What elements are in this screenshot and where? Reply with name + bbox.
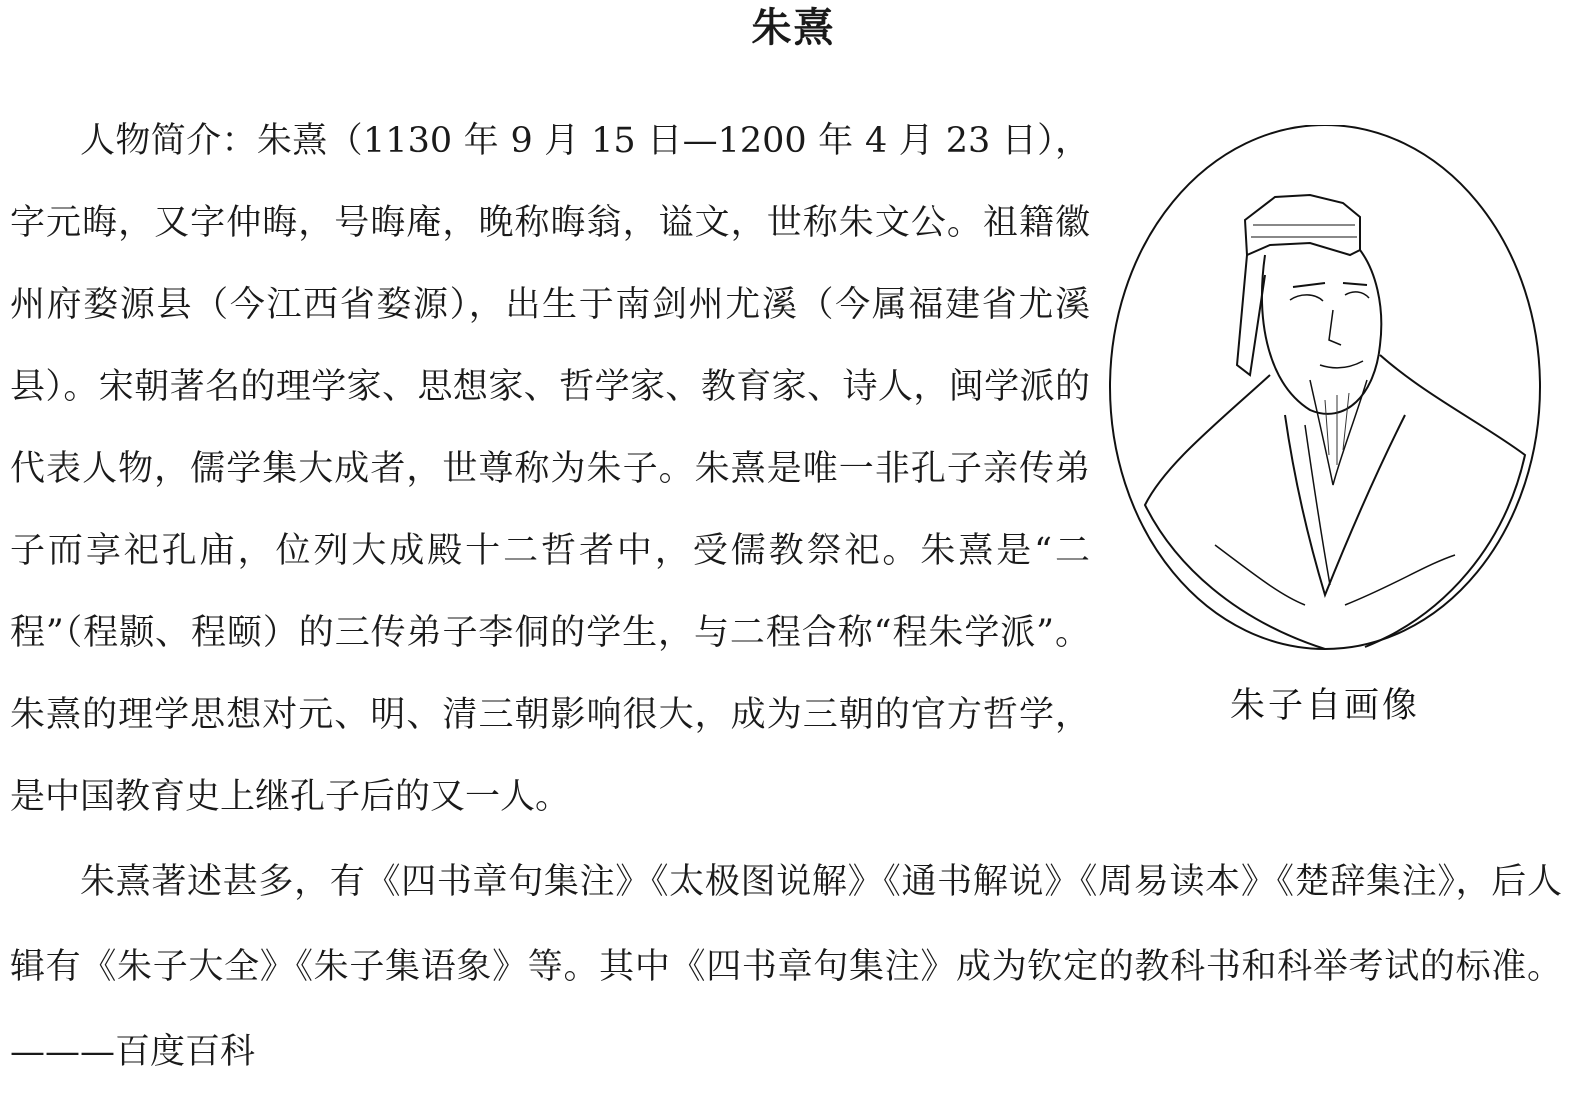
portrait-illustration-icon	[1105, 125, 1550, 655]
works-paragraph: 朱熹著述甚多，有《四书章句集注》《太极图说解》《通书解说》《周易读本》《楚辞集注》，后人辑有《朱子大全》《朱子集语象》等。其中《四书章句集注》成为钦定的教科书和科举考试的标准。———百度百科	[10, 862, 1562, 1072]
intro-paragraph: 人物简介：朱熹（1130 年 9 月 15 日—1200 年 4 月 23 日），字元晦，又字仲晦，号晦庵，晚称晦翁，谥文，世称朱文公。祖籍徽州府婺源县（今江西省婺源），出生于南剑州尤溪（今属福建省尤溪县）。宋朝著名的理学家、思想家、哲学家、教育家、诗人，闽学派的代表人物，儒学集大成者，世尊称为朱子。朱熹是唯一非孔子亲传弟子而享祀孔庙，位列大成殿十二哲者中，受儒教祭祀。朱熹是“二程”（程颢、程颐）的三传弟子李侗的学生，与二程合称“程朱学派”。朱熹的理学思想对元、明、清三朝影响很大，成为三朝的官方哲学，是中国教育史上继孔子后的又一人。	[10, 121, 1090, 817]
portrait-caption: 朱子自画像	[1229, 686, 1420, 726]
page-title: 朱熹	[751, 5, 836, 51]
portrait-image	[1105, 125, 1550, 655]
